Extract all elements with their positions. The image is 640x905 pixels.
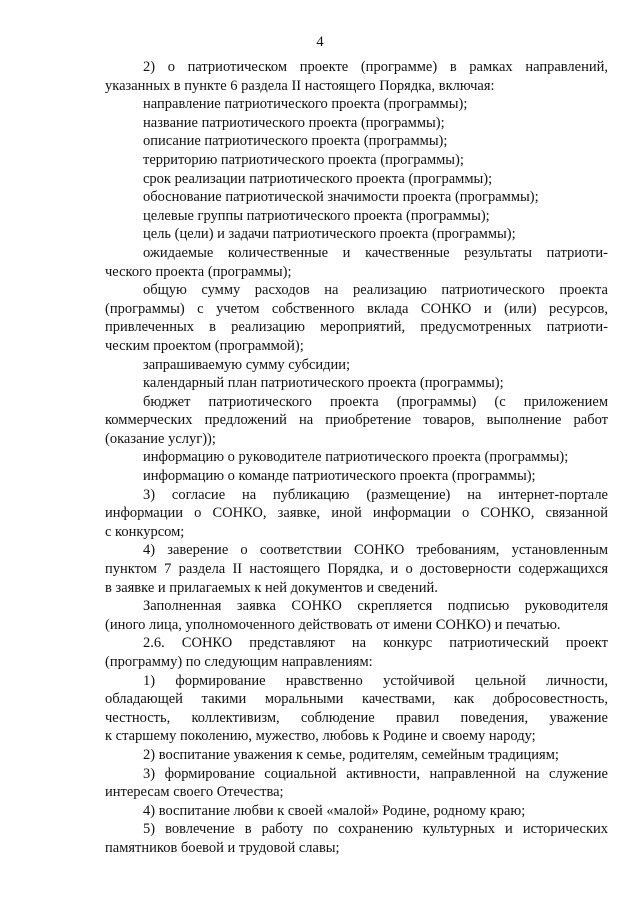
text-line: памятников боевой и трудовой славы;	[105, 839, 340, 856]
text-line: интересам своего Отечества;	[105, 784, 284, 801]
text-line: привлеченных в реализацию мероприятий, предусмотренных патриоти-	[105, 319, 608, 336]
text-line: 4) заверение о соответствии СОНКО требованиям, установленным	[143, 542, 608, 559]
text-line: 3) согласие на публикацию (размещение) на интернет-портале	[143, 486, 608, 503]
text-line: территорию патриотического проекта (программы);	[143, 151, 464, 168]
text-line: общую сумму расходов на реализацию патриотического проекта	[143, 282, 608, 299]
text-line: честность, коллективизм, соблюдение правил поведения, уважение	[105, 709, 608, 726]
text-line: 2) о патриотическом проекте (программе) в рамках направлений,	[143, 59, 608, 75]
document-body	[105, 58, 608, 858]
text-line: (оказание услуг));	[105, 430, 216, 447]
text-line: (программы) с учетом собственного вклада СОНКО и (или) ресурсов,	[105, 300, 608, 317]
text-line: ческим проектом (программой);	[105, 337, 304, 354]
text-line: название патриотического проекта (программы);	[143, 114, 445, 131]
text-line: обоснование патриотической значимости проекта (программы);	[143, 189, 539, 206]
text-line: в заявке и прилагаемых к ней документов и сведений.	[105, 579, 438, 596]
text-line: (программу) по следующим направлениям:	[105, 654, 373, 670]
text-line: цель (цели) и задачи патриотического проекта (программы);	[143, 226, 516, 243]
text-line: 3) формирование социальной активности, направленной на служение	[143, 765, 608, 782]
text-line: информацию о руководителе патриотического проекта (программы);	[143, 449, 569, 466]
text-line: целевые группы патриотического проекта (программы);	[143, 207, 490, 224]
text-line: направление патриотического проекта (программы);	[143, 96, 468, 113]
text-line: бюджет патриотического проекта (программы) (с приложением	[143, 393, 608, 410]
text-line: пунктом 7 раздела II настоящего Порядка, и о достоверности содержащихся	[105, 561, 608, 578]
text-line: 4) воспитание любви к своей «малой» Родине, родному краю;	[143, 802, 526, 819]
text-line: (иного лица, уполномоченного действовать от имени СОНКО) и печатью.	[105, 616, 561, 633]
text-line: Заполненная заявка СОНКО скрепляется подписью руководителя	[143, 598, 608, 615]
text-line: 5) вовлечение в работу по сохранению культурных и исторических	[143, 821, 608, 838]
text-line: с конкурсом;	[105, 523, 185, 540]
text-line: 2) воспитание уважения к семье, родителям, семейным традициям;	[143, 746, 559, 763]
text-line: описание патриотического проекта (программы);	[143, 133, 448, 150]
text-line: обладающей такими моральными качествами, как добросовестность,	[105, 691, 608, 708]
text-line: календарный план патриотического проекта (программы);	[143, 375, 504, 392]
text-line: к старшему поколению, мужество, любовь к Родине и своему народу;	[105, 728, 536, 745]
text-line: срок реализации патриотического проекта (программы);	[143, 170, 493, 187]
text-line: ожидаемые количественные и качественные результаты патриоти-	[143, 244, 608, 261]
text-line: ческого проекта (программы);	[105, 263, 292, 280]
text-line: информации о СОНКО, заявке, иной информации о СОНКО, связанной	[105, 505, 608, 522]
text-line: 1) формирование нравственно устойчивой цельной личности,	[143, 672, 608, 689]
text-line: запрашиваемую сумму субсидии;	[143, 356, 351, 373]
page-number: 4	[316, 34, 324, 50]
text-line: информацию о команде патриотического проекта (программы);	[143, 468, 536, 485]
text-line: указанных в пункте 6 раздела II настоящего Порядка, включая:	[105, 77, 495, 94]
text-line: коммерческих предложений на приобретение товаров, выполнение работ	[105, 412, 608, 429]
text-line: 2.6. СОНКО представляют на конкурс патриотический проект	[143, 635, 608, 652]
